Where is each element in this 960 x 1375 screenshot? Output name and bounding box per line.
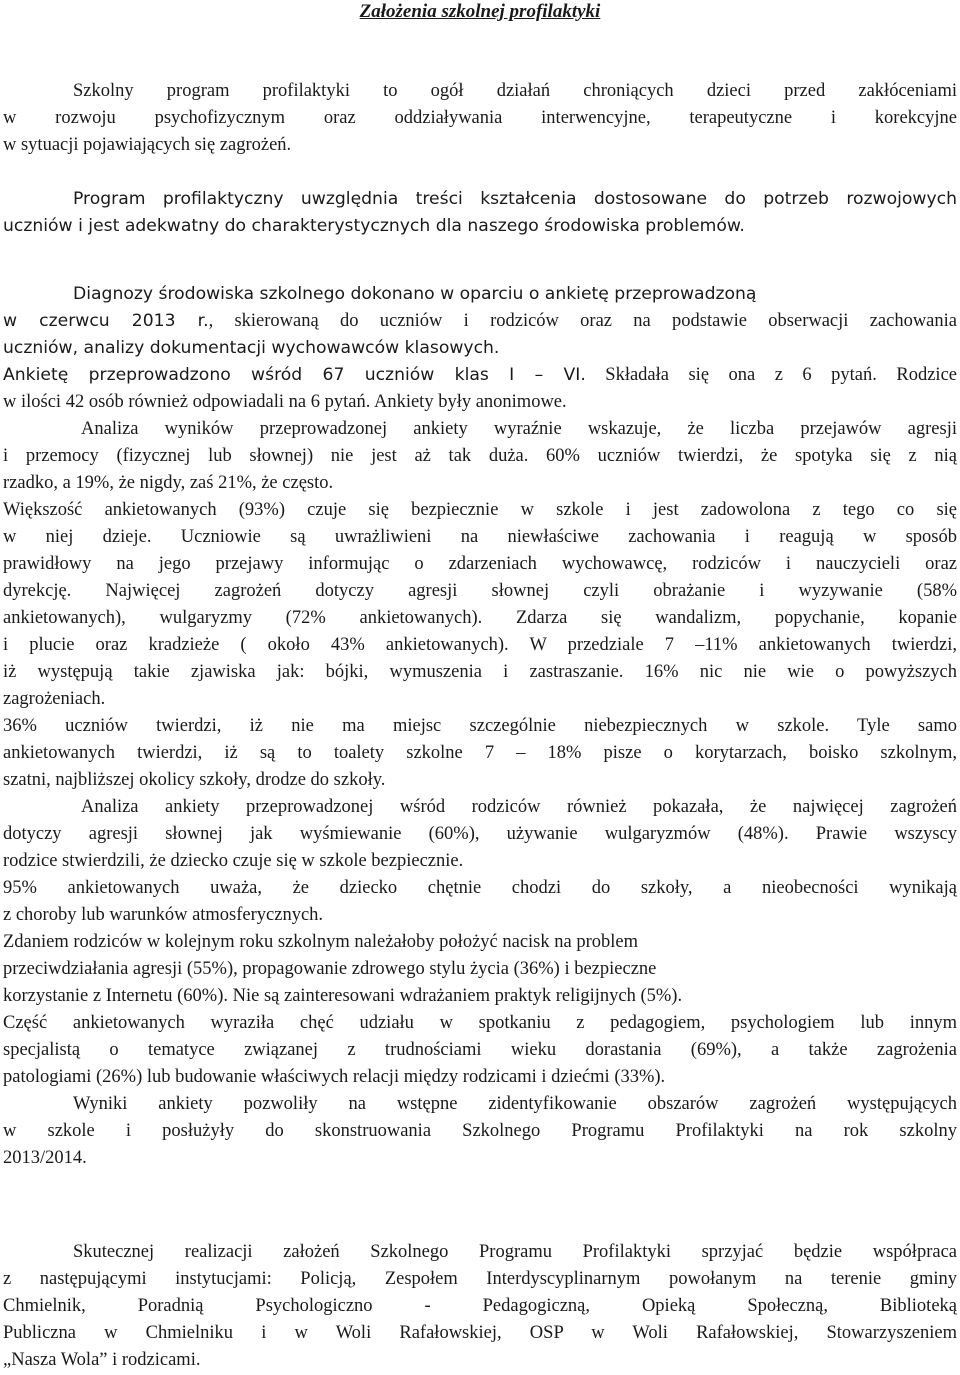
text-line: korzystanie z Internetu (60%). Nie są zainteresowani wdrażaniem praktyk religijnych (5%).	[3, 986, 683, 1006]
text-line: Analiza wyników przeprowadzonej ankiety wyraźnie wskazuje, że liczba przejawów agresji	[81, 419, 957, 439]
text-line: i plucie oraz kradzieże ( około 43% ankietowanych). W przedziale 7 –11% ankietowanych twierdzi,	[3, 635, 957, 655]
text-line: rodzice stwierdzili, że dziecko czuje się w szkole bezpiecznie.	[3, 851, 464, 871]
text-line: Chmielnik, Poradnią Psychologiczno - Pedagogiczną, Opieką Społeczną, Biblioteką	[3, 1296, 957, 1316]
text-line: 2013/2014.	[3, 1148, 87, 1168]
text-line: w niej dzieje. Uczniowie są uwrażliwieni na niewłaściwe zachowania i reagują w sposób	[3, 527, 957, 547]
text-segment: Składała się ona z 6 pytań. Rodzice	[585, 365, 957, 385]
text-line: Diagnozy środowiska szkolnego dokonano w oparciu o ankietę przeprowadzoną	[73, 284, 757, 304]
text-line: z następującymi instytucjami: Policją, Zespołem Interdyscyplinarnym powołanym na terenie gminy	[3, 1269, 957, 1289]
text-line: specjalistą o tematyce związanej z trudnościami wieku dorastania (69%), a także zagrożenia	[3, 1040, 957, 1060]
text-line: w szkole i posłużyły do skonstruowania Szkolnego Programu Profilaktyki na rok szkolny	[3, 1121, 957, 1141]
text-segment: w czerwcu 2013 r.	[3, 311, 209, 331]
text-line: szatni, najbliższej okolicy szkoły, drodze do szkoły.	[3, 770, 386, 790]
text-line: i przemocy (fizycznej lub słownej) nie jest aż tak duża. 60% uczniów twierdzi, że spotyka się z nią	[3, 446, 957, 466]
text-line: 36% uczniów twierdzi, iż nie ma miejsc szczególnie niebezpiecznych w szkole. Tyle samo	[3, 716, 957, 736]
text-line: Program profilaktyczny uwzględnia treści kształcenia dostosowane do potrzeb rozwojowych	[73, 189, 957, 209]
text-line: zagrożeniach.	[3, 689, 106, 709]
text-line: Skutecznej realizacji założeń Szkolnego Programu Profilaktyki sprzyjać będzie współpraca	[73, 1242, 957, 1262]
text-line: uczniów i jest adekwatny do charakterystycznych dla naszego środowiska problemów.	[3, 216, 745, 236]
text-line: Szkolny program profilaktyki to ogół działań chroniących dzieci przed zakłóceniami	[73, 81, 957, 101]
text-line	[3, 363, 957, 387]
text-line: ankietowanych), wulgaryzmy (72% ankietowanych). Zdarza się wandalizm, popychanie, kopanie	[3, 608, 957, 628]
text-line: rzadko, a 19%, że nigdy, zaś 21%, że często.	[3, 473, 334, 493]
text-line: przeciwdziałania agresji (55%), propagowanie zdrowego stylu życia (36%) i bezpieczne	[3, 959, 657, 979]
text-line: 95% ankietowanych uważa, że dziecko chętnie chodzi do szkoły, a nieobecności wynikają	[3, 878, 957, 898]
text-line: uczniów, analizy dokumentacji wychowawców klasowych.	[3, 338, 500, 358]
text-line: dotyczy agresji słownej jak wyśmiewanie (60%), używanie wulgaryzmów (48%). Prawie wszyscy	[3, 824, 957, 844]
text-line: iż występują takie zjawiska jak: bójki, wymuszenia i zastraszanie. 16% nic nie wie o powyższych	[3, 662, 957, 682]
text-line: patologiami (26%) lub budowanie właściwych relacji między rodzicami i dziećmi (33%).	[3, 1067, 666, 1087]
text-line: dyrekcję. Najwięcej zagrożeń dotyczy agresji słownej czyli obrażanie i wyzywanie (58%	[3, 581, 957, 601]
text-line: Publiczna w Chmielniku i w Woli Rafałowskiej, OSP w Woli Rafałowskiej, Stowarzyszeniem	[3, 1323, 957, 1343]
text-line: Część ankietowanych wyraziła chęć udziału w spotkaniu z pedagogiem, psychologiem lub innym	[3, 1013, 957, 1033]
page-title: Założenia szkolnej profilaktyki	[359, 1, 601, 22]
text-line: w ilości 42 osób również odpowiadali na 6 pytań. Ankiety były anonimowe.	[3, 392, 567, 412]
text-line: Wyniki ankiety pozwoliły na wstępne zidentyfikowanie obszarów zagrożeń występujących	[73, 1094, 957, 1114]
text-line: ankietowanych twierdzi, iż są to toalety szkolne 7 – 18% pisze o korytarzach, boisko szkolnym,	[3, 743, 957, 763]
text-line: prawidłowy na jego przejawy informując o zdarzeniach wychowawcę, rodziców i nauczycieli oraz	[3, 554, 957, 574]
text-line	[3, 309, 957, 333]
text-segment: , skierowaną do uczniów i rodziców oraz na podstawie obserwacji zachowania	[208, 311, 957, 331]
text-line: Większość ankietowanych (93%) czuje się bezpiecznie w szkole i jest zadowolona z tego co się	[3, 500, 957, 520]
text-line: „Nasza Wola” i rodzicami.	[3, 1350, 201, 1370]
text-line: w sytuacji pojawiających się zagrożeń.	[3, 135, 292, 155]
text-line: Analiza ankiety przeprowadzonej wśród rodziców również pokazała, że najwięcej zagrożeń	[81, 797, 957, 817]
text-line: z choroby lub warunków atmosferycznych.	[3, 905, 324, 925]
text-line: w rozwoju psychofizycznym oraz oddziaływania interwencyjne, terapeutyczne i korekcyjne	[3, 108, 957, 128]
text-line: Zdaniem rodziców w kolejnym roku szkolnym należałoby położyć nacisk na problem	[3, 932, 638, 952]
text-segment: Ankietę przeprowadzono wśród 67 uczniów klas I – VI.	[3, 365, 586, 385]
